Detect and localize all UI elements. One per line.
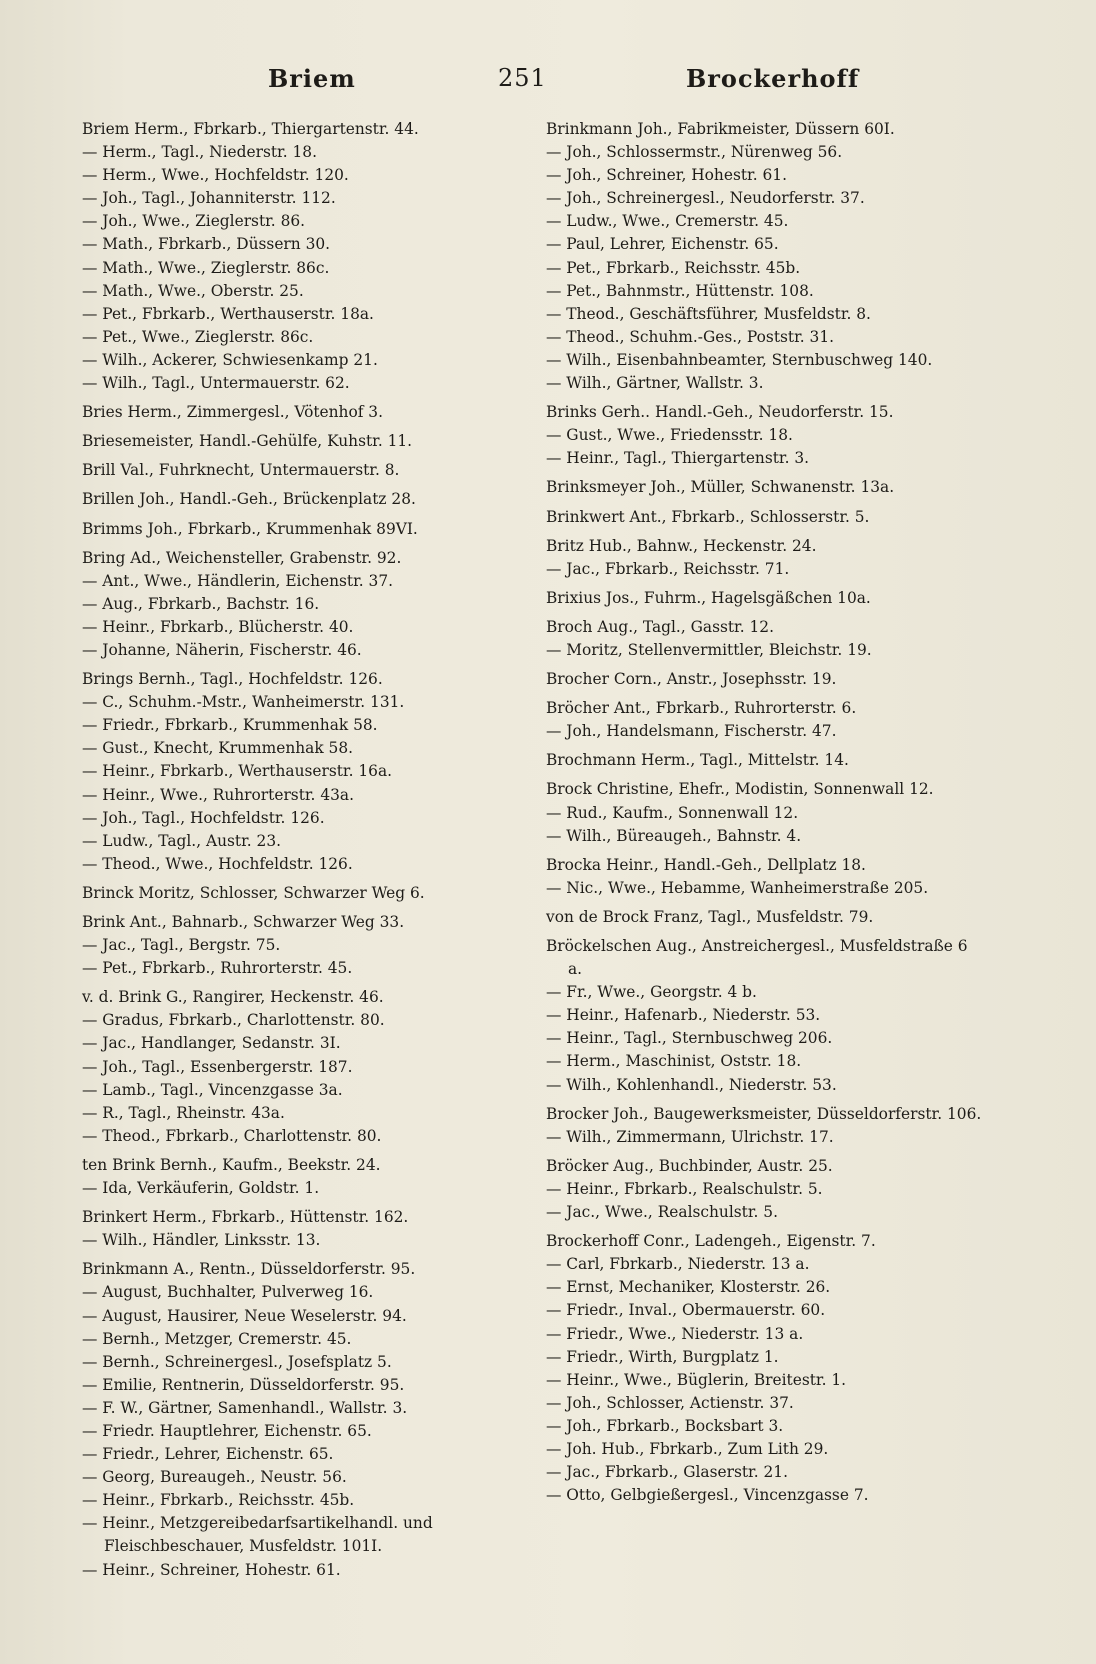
- directory-entry: — R., Tagl., Rheinstr. 43a.: [82, 1103, 285, 1122]
- directory-entry: — Wilh., Zimmermann, Ulrichstr. 17.: [546, 1127, 834, 1146]
- directory-entry: — Jac., Handlanger, Sedanstr. 3I.: [82, 1034, 341, 1053]
- directory-entry: — Theod., Fbrkarb., Charlottenstr. 80.: [82, 1126, 382, 1145]
- directory-entry: — Ant., Wwe., Händlerin, Eichenstr. 37.: [82, 571, 394, 590]
- directory-entry: — Herm., Maschinist, Oststr. 18.: [546, 1052, 802, 1071]
- directory-entry: — Pet., Bahnmstr., Hüttenstr. 108.: [546, 281, 814, 300]
- directory-entry: v. d. Brink G., Rangirer, Heckenstr. 46.: [82, 988, 384, 1007]
- directory-entry: Brinks Gerh.. Handl.-Geh., Neudorferstr. 15.: [546, 403, 894, 422]
- directory-entry: — Heinr., Fbrkarb., Blücherstr. 40.: [82, 617, 354, 636]
- directory-entry: — Wilh., Büreaugeh., Bahnstr. 4.: [546, 826, 802, 845]
- directory-entry: — Math., Wwe., Oberstr. 25.: [82, 281, 304, 300]
- directory-entry: Briem Herm., Fbrkarb., Thiergartenstr. 44.: [82, 120, 419, 138]
- directory-entry: — August, Buchhalter, Pulverweg 16.: [82, 1283, 374, 1302]
- directory-entry: Brink Ant., Bahnarb., Schwarzer Weg 33.: [82, 913, 405, 931]
- directory-entry: Brocka Heinr., Handl.-Geh., Dellplatz 18.: [546, 855, 866, 874]
- directory-entry: Bries Herm., Zimmergesl., Vötenhof 3.: [82, 403, 383, 422]
- directory-entry: — Heinr., Schreiner, Hohestr. 61.: [82, 1560, 341, 1579]
- directory-entry: Briesemeister, Handl.-Gehülfe, Kuhstr. 11.: [82, 432, 413, 451]
- directory-entry: — Herm., Wwe., Hochfeldstr. 120.: [82, 166, 349, 185]
- directory-entry: Bröcker Aug., Buchbinder, Austr. 25.: [546, 1156, 833, 1175]
- directory-entry: — Joh., Tagl., Johanniterstr. 112.: [82, 189, 336, 208]
- directory-entry: — Joh., Schlossermstr., Nürenweg 56.: [546, 143, 843, 162]
- directory-entry: Brinkwert Ant., Fbrkarb., Schlosserstr. 5.: [546, 507, 870, 526]
- directory-entry: Brocker Joh., Baugewerksmeister, Düsseldorferstr. 106.: [546, 1104, 982, 1123]
- directory-entry: Brill Val., Fuhrknecht, Untermauerstr. 8.: [82, 461, 400, 480]
- directory-entry: Brinkmann Joh., Fabrikmeister, Düssern 60I.: [546, 120, 895, 138]
- directory-entry: — Heinr., Wwe., Büglerin, Breitestr. 1.: [546, 1370, 847, 1389]
- directory-entry: — Theod., Wwe., Hochfeldstr. 126.: [82, 854, 353, 873]
- directory-entry: — Heinr., Tagl., Sternbuschweg 206.: [546, 1029, 833, 1048]
- directory-entry: — Heinr., Fbrkarb., Realschulstr. 5.: [546, 1179, 823, 1198]
- directory-entry: — Friedr., Inval., Obermauerstr. 60.: [546, 1301, 826, 1320]
- directory-entry: Brocher Corn., Anstr., Josephsstr. 19.: [546, 670, 837, 689]
- directory-entry: Brinkert Herm., Fbrkarb., Hüttenstr. 162.: [82, 1208, 409, 1227]
- directory-entry: — Bernh., Metzger, Cremerstr. 45.: [82, 1329, 352, 1348]
- directory-entry: — Joh., Wwe., Zieglerstr. 86.: [82, 212, 306, 231]
- directory-entry: Brinksmeyer Joh., Müller, Schwanenstr. 13a.: [546, 478, 895, 497]
- directory-entry: Brockerhoff Conr., Ladengeh., Eigenstr. 7.: [546, 1232, 876, 1251]
- directory-entry: — Gradus, Fbrkarb., Charlottenstr. 80.: [82, 1011, 385, 1030]
- page-number: 251: [498, 64, 547, 92]
- page-header: [0, 64, 1096, 104]
- directory-entry: — Moritz, Stellenvermittler, Bleichstr. 19.: [546, 640, 872, 659]
- directory-entry: — Ludw., Wwe., Cremerstr. 45.: [546, 212, 789, 231]
- directory-entry: — Carl, Fbrkarb., Niederstr. 13 a.: [546, 1255, 810, 1274]
- header-left-catchword: Briem: [268, 64, 356, 93]
- directory-entry: — Joh., Schreiner, Hohestr. 61.: [546, 166, 787, 185]
- directory-entry: — Heinr., Metzgereibedarfsartikelhandl. und Fleischbeschauer, Musfeldstr. 101I.: [82, 1514, 433, 1556]
- directory-entry: — Jac., Tagl., Bergstr. 75.: [82, 936, 281, 955]
- directory-entry: — Ernst, Mechaniker, Klosterstr. 26.: [546, 1278, 831, 1297]
- left-column: [82, 118, 518, 1582]
- right-column: [546, 118, 986, 1507]
- directory-entry: — Pet., Fbrkarb., Werthauserstr. 18a.: [82, 304, 374, 323]
- directory-entry: Brimms Joh., Fbrkarb., Krummenhak 89VI.: [82, 519, 418, 538]
- directory-entry: — Friedr., Wwe., Niederstr. 13 a.: [546, 1324, 804, 1343]
- directory-entry: Brillen Joh., Handl.-Geh., Brückenplatz 28.: [82, 490, 416, 509]
- directory-entry: — Math., Wwe., Zieglerstr. 86c.: [82, 258, 330, 277]
- directory-entry: — Joh. Hub., Fbrkarb., Zum Lith 29.: [546, 1439, 829, 1458]
- directory-entry: — Theod., Geschäftsführer, Musfeldstr. 8.: [546, 304, 871, 323]
- directory-entry: — Wilh., Eisenbahnbeamter, Sternbuschweg 140.: [546, 350, 933, 369]
- directory-entry: Brock Christine, Ehefr., Modistin, Sonnenwall 12.: [546, 780, 934, 799]
- directory-entry: — Jac., Wwe., Realschulstr. 5.: [546, 1203, 778, 1222]
- directory-entry: ten Brink Bernh., Kaufm., Beekstr. 24.: [82, 1155, 381, 1174]
- directory-entry: — Bernh., Schreinergesl., Josefsplatz 5.: [82, 1352, 392, 1371]
- directory-entry: Brinck Moritz, Schlosser, Schwarzer Weg 6.: [82, 883, 425, 902]
- directory-entry: — Herm., Tagl., Niederstr. 18.: [82, 143, 317, 162]
- directory-entry: — Heinr., Hafenarb., Niederstr. 53.: [546, 1006, 821, 1025]
- directory-entry: — Heinr., Fbrkarb., Werthauserstr. 16a.: [82, 762, 393, 781]
- directory-entry: — Ida, Verkäuferin, Goldstr. 1.: [82, 1179, 320, 1198]
- directory-entry: — Wilh., Ackerer, Schwiesenkamp 21.: [82, 350, 378, 369]
- directory-entry: — Wilh., Gärtner, Wallstr. 3.: [546, 374, 764, 393]
- directory-entry: Broch Aug., Tagl., Gasstr. 12.: [546, 617, 774, 636]
- directory-entry: — August, Hausirer, Neue Weselerstr. 94.: [82, 1306, 407, 1325]
- directory-entry: — Gust., Knecht, Krummenhak 58.: [82, 739, 354, 758]
- directory-entry: — Nic., Wwe., Hebamme, Wanheimerstraße 205.: [546, 878, 929, 897]
- directory-entry: — Aug., Fbrkarb., Bachstr. 16.: [82, 594, 320, 613]
- directory-entry: — Friedr., Wirth, Burgplatz 1.: [546, 1347, 779, 1366]
- directory-entry: — Wilh., Kohlenhandl., Niederstr. 53.: [546, 1075, 837, 1094]
- directory-entry: — Wilh., Händler, Linksstr. 13.: [82, 1231, 321, 1250]
- directory-entry: Bröcher Ant., Fbrkarb., Ruhrorterstr. 6.: [546, 699, 857, 718]
- directory-entry: — Pet., Fbrkarb., Reichsstr. 45b.: [546, 258, 801, 277]
- directory-entry: Brinkmann A., Rentn., Düsseldorferstr. 95.: [82, 1260, 416, 1279]
- directory-entry: — F. W., Gärtner, Samenhandl., Wallstr. 3.: [82, 1398, 408, 1417]
- directory-entry: — Friedr., Fbrkarb., Krummenhak 58.: [82, 716, 378, 735]
- directory-entry: — Gust., Wwe., Friedensstr. 18.: [546, 426, 793, 445]
- directory-entry: — Friedr. Hauptlehrer, Eichenstr. 65.: [82, 1421, 372, 1440]
- directory-entry: — Paul, Lehrer, Eichenstr. 65.: [546, 235, 779, 254]
- directory-entry: — Friedr., Lehrer, Eichenstr. 65.: [82, 1445, 334, 1464]
- directory-entry: — Otto, Gelbgießergesl., Vincenzgasse 7.: [546, 1486, 869, 1505]
- directory-entry: — Emilie, Rentnerin, Düsseldorferstr. 95.: [82, 1375, 405, 1394]
- directory-entry: — Fr., Wwe., Georgstr. 4 b.: [546, 983, 757, 1002]
- directory-entry: — Lamb., Tagl., Vincenzgasse 3a.: [82, 1080, 343, 1099]
- directory-entry: — Wilh., Tagl., Untermauerstr. 62.: [82, 374, 350, 393]
- directory-entry: — Heinr., Fbrkarb., Reichsstr. 45b.: [82, 1491, 355, 1510]
- directory-entry: — Joh., Schreinergesl., Neudorferstr. 37.: [546, 189, 865, 208]
- directory-entry: Brings Bernh., Tagl., Hochfeldstr. 126.: [82, 670, 383, 689]
- directory-entry: — Heinr., Tagl., Thiergartenstr. 3.: [546, 449, 810, 468]
- directory-entry: Bröckelschen Aug., Anstreichergesl., Musfeldstraße 6 a.: [546, 937, 968, 979]
- directory-entry: Brixius Jos., Fuhrm., Hagelsgäßchen 10a.: [546, 588, 871, 607]
- directory-entry: — Pet., Fbrkarb., Ruhrorterstr. 45.: [82, 959, 353, 978]
- directory-entry: — Theod., Schuhm.-Ges., Poststr. 31.: [546, 327, 835, 346]
- directory-entry: von de Brock Franz, Tagl., Musfeldstr. 79.: [546, 907, 874, 926]
- directory-entry: — Joh., Schlosser, Actienstr. 37.: [546, 1393, 794, 1412]
- directory-entry: — Jac., Fbrkarb., Glaserstr. 21.: [546, 1463, 788, 1482]
- directory-entry: — Johanne, Näherin, Fischerstr. 46.: [82, 640, 362, 659]
- directory-entry: — Ludw., Tagl., Austr. 23.: [82, 831, 282, 850]
- directory-entry: Bring Ad., Weichensteller, Grabenstr. 92.: [82, 548, 402, 567]
- directory-entry: — Pet., Wwe., Zieglerstr. 86c.: [82, 327, 314, 346]
- header-right-catchword: Brockerhoff: [686, 64, 860, 93]
- directory-entry: — Georg, Bureaugeh., Neustr. 56.: [82, 1468, 347, 1487]
- directory-entry: — Joh., Tagl., Essenbergerstr. 187.: [82, 1057, 353, 1076]
- directory-entry: — Heinr., Wwe., Ruhrorterstr. 43a.: [82, 785, 354, 804]
- directory-entry: — Jac., Fbrkarb., Reichsstr. 71.: [546, 559, 790, 578]
- directory-entry: Britz Hub., Bahnw., Heckenstr. 24.: [546, 536, 817, 555]
- directory-entry: — C., Schuhm.-Mstr., Wanheimerstr. 131.: [82, 693, 405, 712]
- directory-entry: — Rud., Kaufm., Sonnenwall 12.: [546, 803, 799, 822]
- directory-entry: — Joh., Fbrkarb., Bocksbart 3.: [546, 1416, 784, 1435]
- directory-entry: — Joh., Handelsmann, Fischerstr. 47.: [546, 722, 837, 741]
- directory-entry: Brochmann Herm., Tagl., Mittelstr. 14.: [546, 751, 849, 770]
- directory-entry: — Joh., Tagl., Hochfeldstr. 126.: [82, 808, 325, 827]
- directory-entry: — Math., Fbrkarb., Düssern 30.: [82, 235, 331, 254]
